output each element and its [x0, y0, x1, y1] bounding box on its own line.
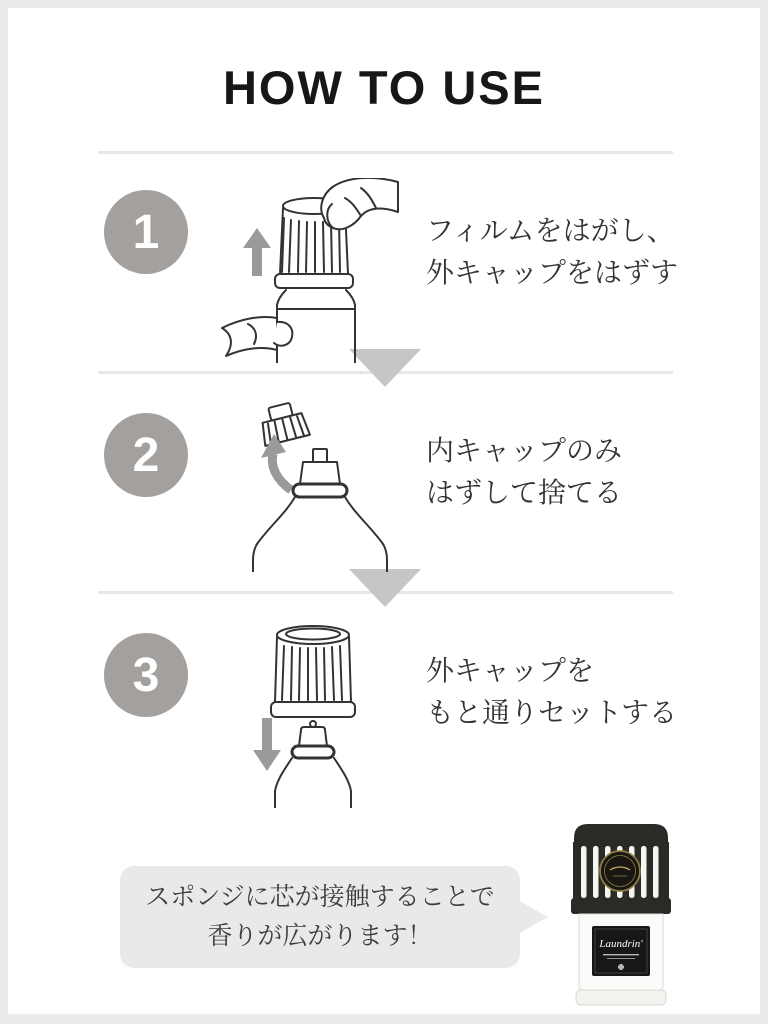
product-medallion	[600, 851, 640, 891]
step-2-line-1: 内キャップのみ	[426, 435, 623, 466]
step-2-text	[426, 430, 622, 514]
step-3-number-badge	[104, 633, 188, 717]
bottle-drawing	[275, 721, 351, 808]
step-2-number: 2	[132, 428, 160, 482]
divider-line-1	[98, 151, 673, 154]
remove-inner-cap-illustration	[225, 392, 390, 572]
product-brand-text: Laundrin'	[599, 938, 643, 950]
step-3-text	[426, 650, 677, 734]
instruction-card	[8, 8, 760, 1014]
step-3-line-2: もと通りセットする	[426, 697, 678, 728]
product-image	[560, 816, 700, 1011]
set-outer-cap-illustration	[235, 618, 390, 808]
inner-cap-drawing	[257, 400, 310, 446]
note-line-2: 香りが広がります！	[207, 922, 433, 950]
step-1-line-2: 外キャップをはずす	[426, 257, 679, 288]
bubble-pointer	[518, 900, 548, 934]
step-1-number: 1	[132, 205, 160, 259]
up-arrow-icon	[243, 228, 271, 276]
remove-outer-cap-illustration	[220, 178, 400, 363]
product-label	[592, 926, 650, 976]
step-2-line-2: はずして捨てる	[426, 477, 623, 508]
step-1-text	[426, 210, 678, 294]
product-cage	[571, 824, 671, 914]
down-triangle-icon	[349, 569, 421, 607]
step-3-line-1: 外キャップを	[426, 655, 595, 686]
step-1-line-1: フィルムをはがし、	[426, 215, 675, 246]
gripping-hand-drawing	[321, 178, 398, 229]
step-2-number-badge	[104, 413, 188, 497]
note-line-1: スポンジに芯が接触することで	[145, 883, 495, 911]
down-arrow-icon	[253, 718, 281, 771]
page-title: HOW TO USE	[222, 61, 546, 114]
holding-hand-drawing	[222, 317, 292, 356]
outer-cap-drawing	[271, 626, 355, 717]
product-bottle	[576, 914, 666, 1005]
step-3-number: 3	[132, 648, 160, 702]
note-bubble	[120, 866, 520, 968]
step-1-number-badge	[104, 190, 188, 274]
